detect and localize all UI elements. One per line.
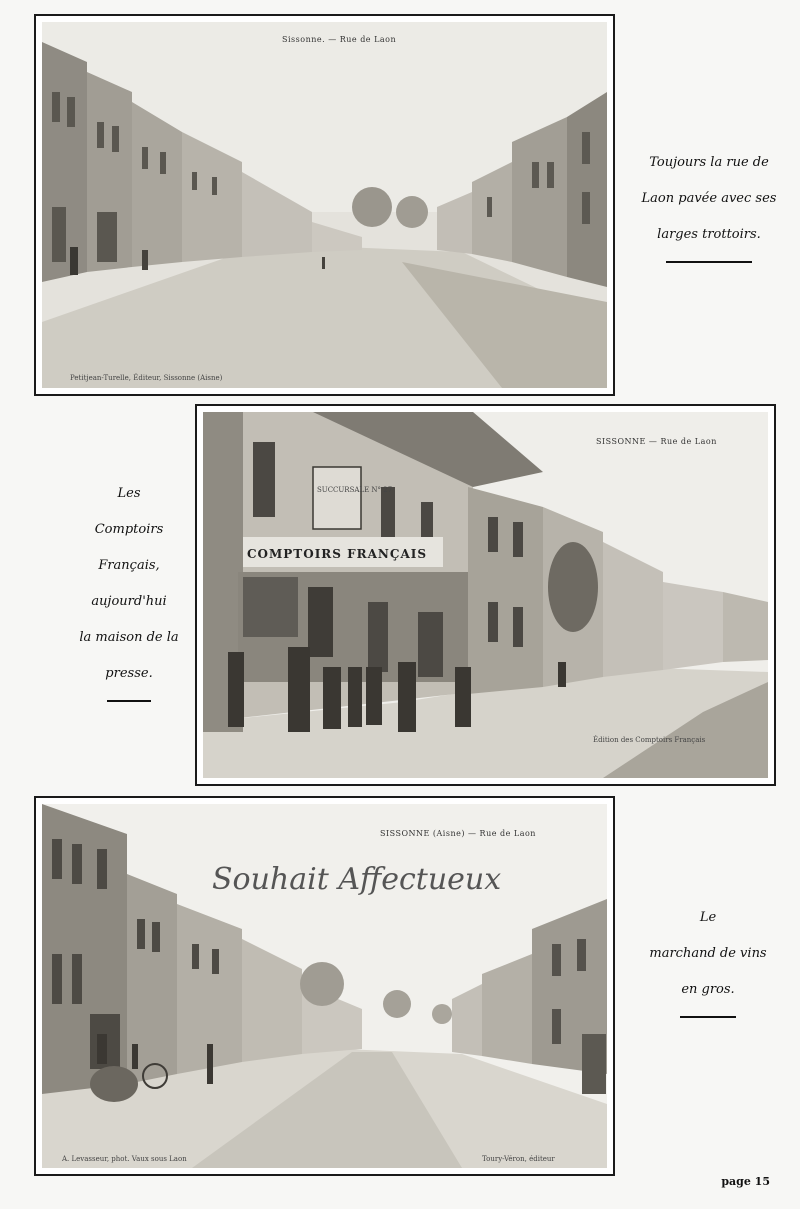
postcard-title: Sissonne. — Rue de Laon (282, 35, 397, 44)
shop-sign: COMPTOIRS FRANÇAIS (247, 547, 428, 561)
caption-line: Le (699, 910, 717, 925)
postcard-comptoirs-francais (195, 404, 776, 786)
caption-line: en gros. (681, 982, 735, 997)
postcard-title: SISSONNE — Rue de Laon (596, 437, 717, 446)
caption-line: larges trottoirs. (657, 227, 761, 242)
caption-line: marchand de vins (649, 946, 767, 961)
postcard-marchand-de-vins (34, 796, 615, 1176)
caption-line: Laon pavée avec ses (641, 191, 777, 206)
postcard-rue-de-laon-1 (34, 14, 615, 396)
street-photo-1 (42, 22, 607, 388)
divider (666, 261, 752, 263)
street-photo-2 (203, 412, 768, 778)
divider (680, 1016, 736, 1018)
postcard-publisher: Petitjean-Turelle, Éditeur, Sissonne (Aisne) (70, 374, 223, 382)
caption-comptoirs (62, 476, 196, 702)
caption-line: Toujours la rue de (649, 155, 769, 170)
caption-rue-pavee (618, 145, 800, 263)
postcard-publisher: Toury-Véron, éditeur (482, 1155, 555, 1163)
street-photo-3 (42, 804, 607, 1168)
caption-line: la maison de la (79, 630, 179, 645)
postcard-publisher: Édition des Comptoirs Français (593, 736, 706, 744)
page-number: page 15 (721, 1175, 770, 1188)
caption-line: presse. (105, 666, 153, 681)
shop-number-sign: SUCCURSALE N° 27 (317, 486, 393, 494)
caption-line: aujourd'hui (91, 594, 167, 609)
caption-line: Les (117, 486, 141, 501)
handwritten-greeting: Souhait Affectueux (212, 862, 502, 897)
divider (107, 700, 151, 702)
postcard-photographer: A. Levasseur, phot. Vaux sous Laon (62, 1155, 187, 1163)
caption-line: Français, (98, 558, 160, 573)
postcard-title: SISSONNE (Aisne) — Rue de Laon (380, 829, 536, 838)
caption-marchand-de-vins (618, 900, 798, 1018)
caption-line: Comptoirs (94, 522, 164, 537)
